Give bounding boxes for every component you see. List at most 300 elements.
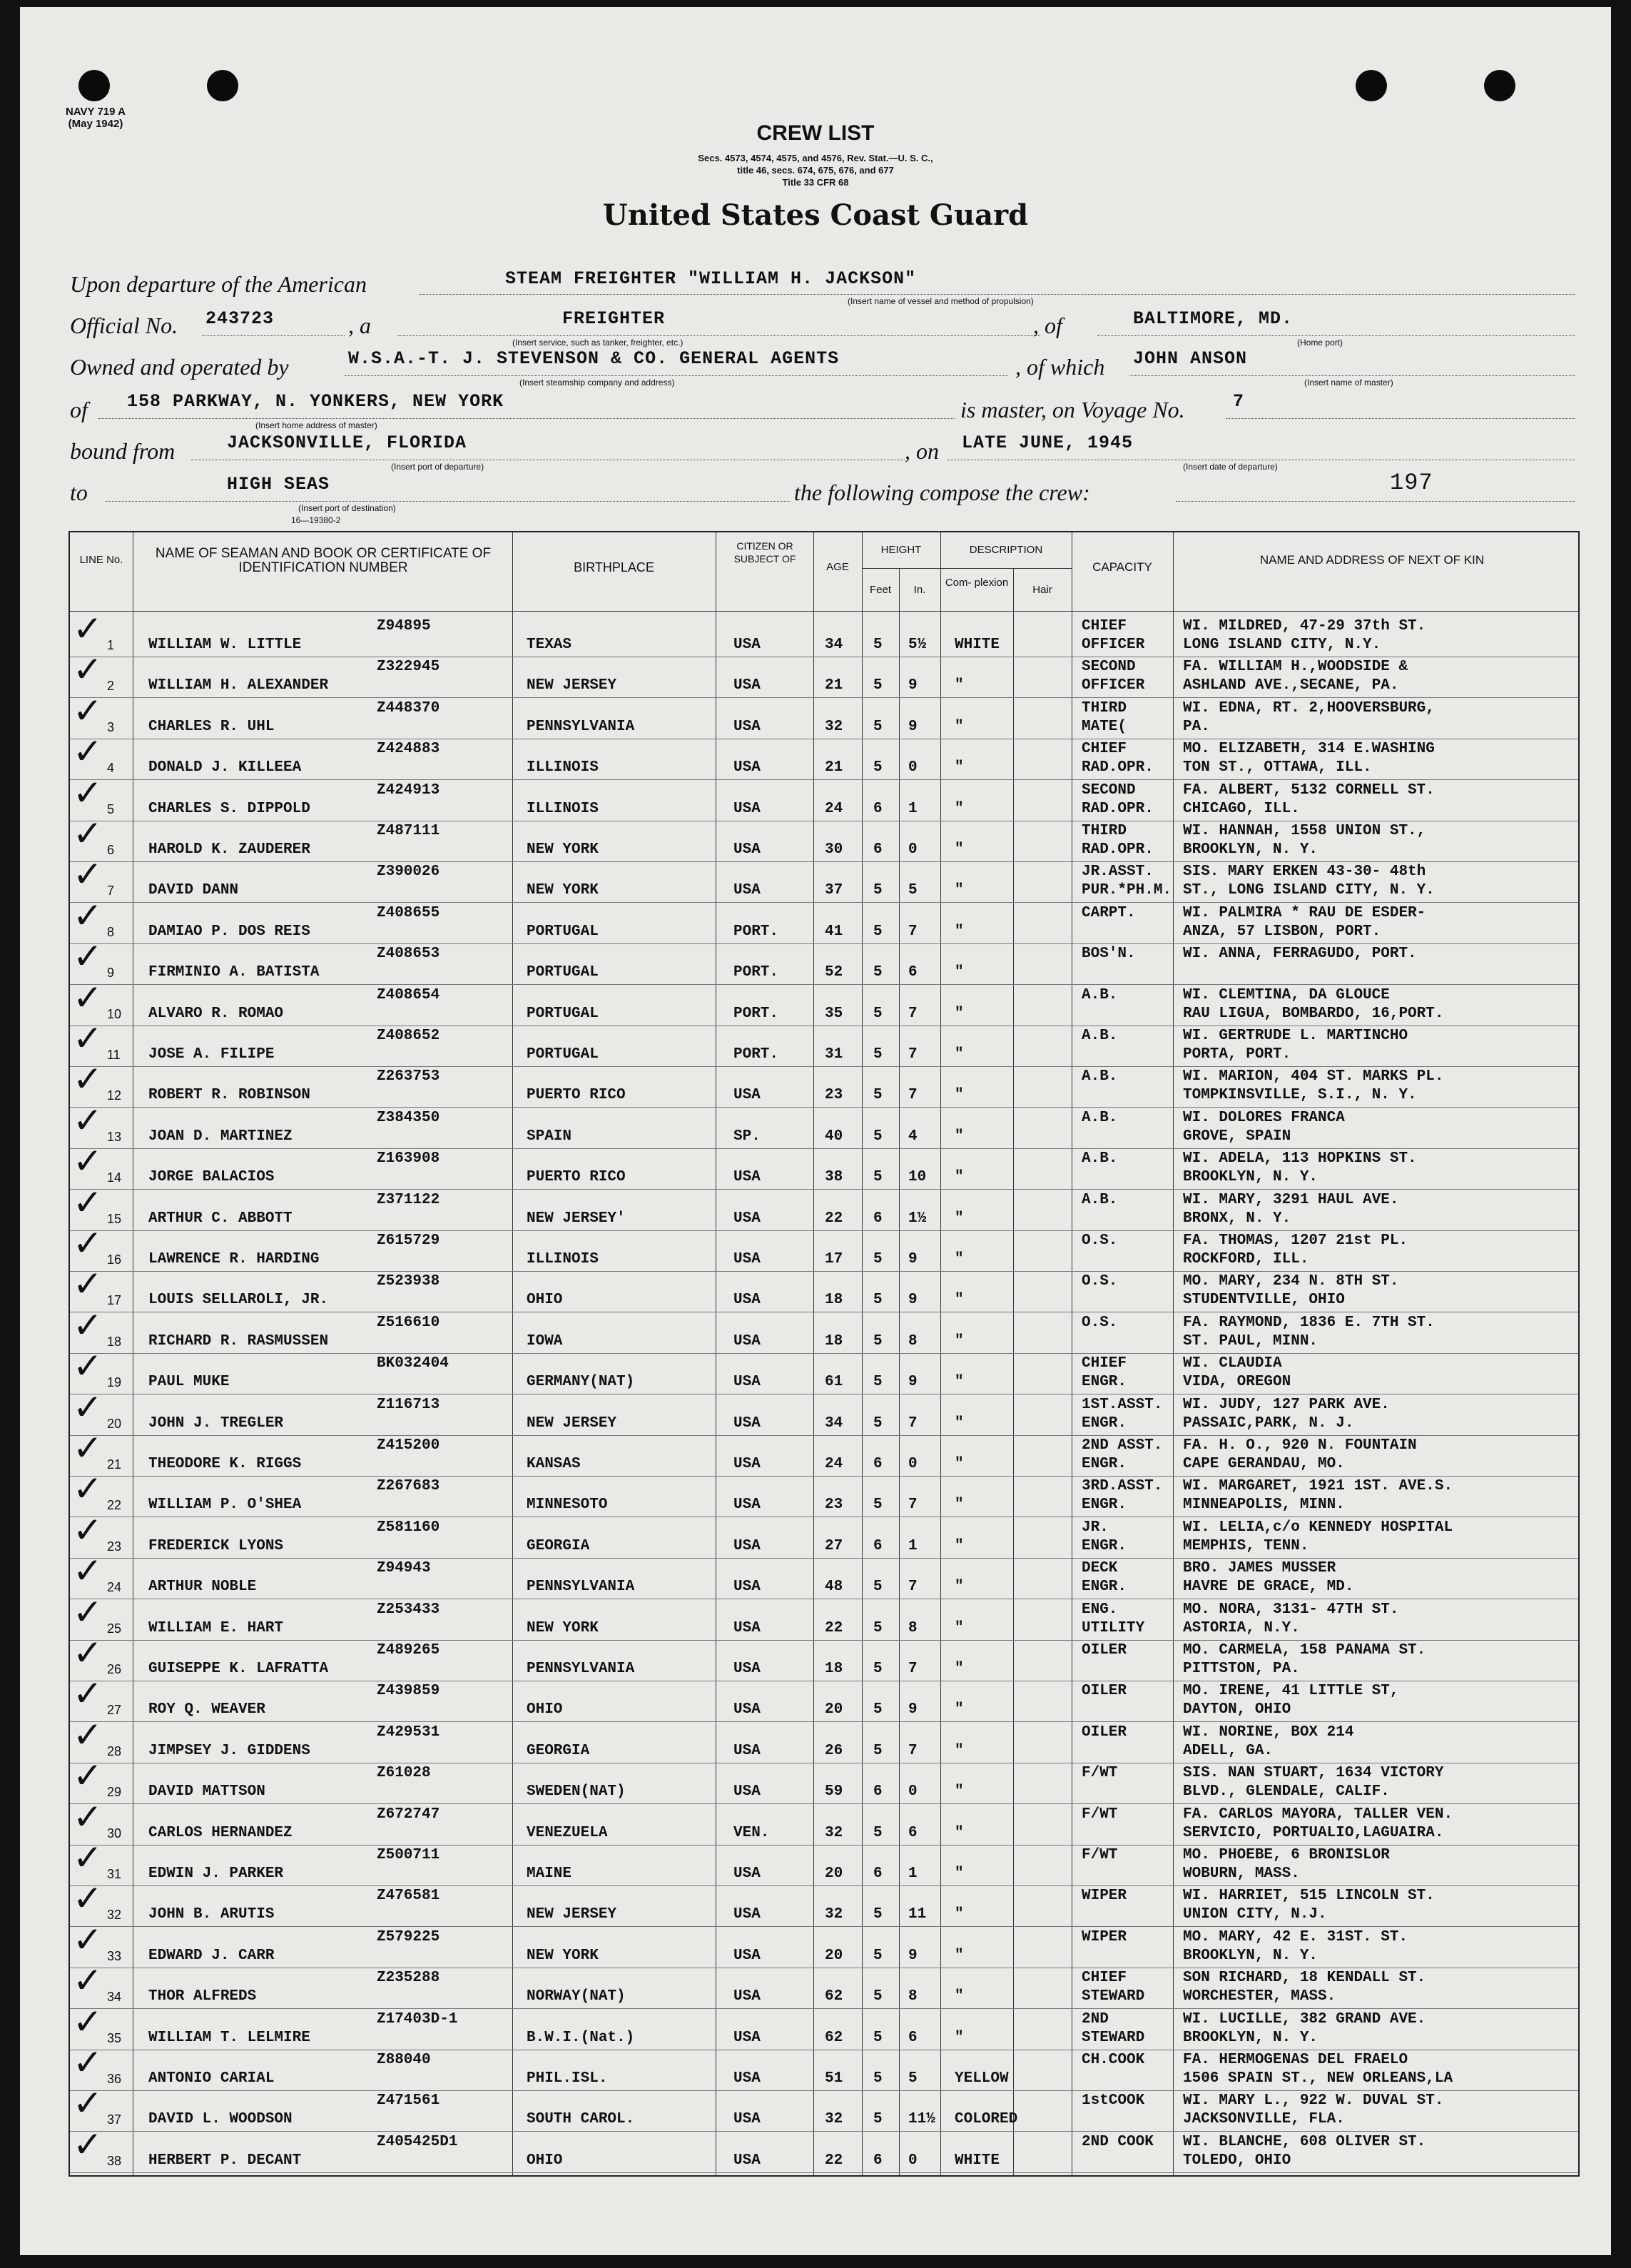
next-of-kin-address: RAU LIGUA, BOMBARDO, 16,PORT. [1183,1005,1444,1022]
next-of-kin: WI. DOLORES FRANCA [1183,1109,1345,1126]
seaman-name: JORGE BALACIOS [148,1169,275,1186]
age: 31 [825,1046,843,1063]
age: 24 [825,800,843,817]
crew-list-form [20,7,1611,2255]
certificate-number: Z267683 [377,1478,440,1495]
citizenship: USA [733,841,761,858]
birthplace: PENNSYLVANIA [527,718,635,735]
vessel-value: STEAM FREIGHTER "WILLIAM H. JACKSON" [505,268,917,289]
capacity: A.B. [1082,1028,1118,1044]
capacity: ENG. [1082,1601,1118,1618]
age: 35 [825,1005,843,1022]
line-number: 7 [107,884,115,898]
col-citizen-header: CITIZEN OR SUBJECT OF [733,540,796,565]
line-number: 21 [107,1457,122,1472]
next-of-kin: MO. NORA, 3131- 47TH ST. [1183,1601,1399,1618]
height-inches: 7 [908,1579,918,1596]
col-line-header: LINE No. [79,554,123,566]
line-number: 22 [107,1498,122,1513]
master-on-label: is master, on Voyage No. [960,397,1185,422]
citizenship: USA [733,1292,761,1309]
check-mark: ✓ [73,1960,103,2002]
voyage-no-value: 7 [1233,391,1245,412]
departure-port-hint: (Insert port of departure) [391,462,484,472]
age: 59 [825,1783,843,1801]
table-row [70,854,1578,902]
certificate-number: Z263753 [377,1068,440,1085]
capacity-line2: UTILITY [1082,1619,1145,1636]
age: 24 [825,1456,843,1472]
check-mark: ✓ [73,649,103,691]
table-row [70,1263,1578,1312]
next-of-kin: WI. PALMIRA * RAU DE ESDER- [1183,904,1426,921]
citizenship: VEN. [733,1824,770,1841]
capacity-line2: ENGR. [1082,1414,1127,1432]
next-of-kin: FA. HERMOGENAS DEL FRAELO [1183,2052,1408,2068]
line-number: 11 [107,1048,121,1062]
check-mark: ✓ [73,689,103,731]
seaman-name: HAROLD K. ZAUDERER [148,841,310,858]
a-label: , a [348,313,371,338]
next-of-kin-address: 1506 SPAIN ST., NEW ORLEANS,LA [1183,2070,1453,2087]
table-row [70,976,1578,1026]
home-port-value: BALTIMORE, MD. [1133,308,1294,329]
citizenship: USA [733,1456,761,1472]
capacity: A.B. [1082,1068,1118,1085]
birthplace: PUERTO RICO [527,1087,626,1104]
age: 41 [825,923,843,940]
height-inches: 1 [908,1865,918,1882]
height-feet: 6 [873,1865,883,1882]
height-feet: 5 [873,1742,883,1759]
age: 32 [825,1824,843,1841]
seaman-name: ANTONIO CARIAL [148,2070,275,2087]
citizenship: USA [733,677,761,694]
departure-label: Upon departure of the American [70,271,367,297]
seaman-name: DAVID MATTSON [148,1783,265,1801]
capacity: A.B. [1082,1191,1118,1208]
height-feet: 5 [873,1251,883,1267]
height-feet: 6 [873,1456,883,1472]
height-inches: 6 [908,964,918,981]
next-of-kin-address: GROVE, SPAIN [1183,1128,1291,1145]
capacity: DECK [1082,1560,1118,1577]
birthplace: GEORGIA [527,1537,590,1554]
line-number: 30 [107,1826,122,1841]
capacity: A.B. [1082,986,1118,1003]
agency-name: United States Coast Guard [602,198,1029,232]
citizenship: USA [733,2152,761,2169]
capacity: F/WT [1082,1806,1118,1823]
official-no-label: Official No. [70,313,178,338]
height-feet: 5 [873,1128,883,1145]
height-feet: 6 [873,841,883,858]
complexion: " [955,1210,964,1227]
line-number: 12 [107,1088,122,1103]
next-of-kin: MO. MARY, 234 N. 8TH ST. [1183,1273,1399,1290]
certificate-number: Z17403D-1 [377,2010,458,2027]
col-birthplace-header: BIRTHPLACE [574,560,654,574]
vessel-hint: (Insert name of vessel and method of propulsion) [848,296,1034,306]
check-mark: ✓ [73,608,103,649]
age: 27 [825,1537,843,1554]
table-row [70,1140,1578,1189]
capacity: CHIEF [1082,1355,1127,1372]
height-inches: 11½ [908,2111,935,2128]
birthplace: SPAIN [527,1128,572,1145]
height-inches: 9 [908,677,918,694]
seaman-name: ROBERT R. ROBINSON [148,1087,310,1104]
complexion: " [955,1087,964,1104]
complexion: " [955,1332,964,1350]
capacity-line2: ENGR. [1082,1579,1127,1596]
certificate-number: Z94943 [377,1560,431,1577]
citizenship: USA [733,1169,761,1186]
complexion: " [955,1988,964,2005]
check-mark: ✓ [73,1509,103,1551]
certificate-number: Z88040 [377,2052,431,2068]
height-inches: 6 [908,2029,918,2046]
age: 32 [825,1906,843,1923]
certificate-number: Z424883 [377,741,440,758]
departure-date-value: LATE JUNE, 1945 [962,432,1134,453]
line-number: 15 [107,1211,122,1226]
capacity: F/WT [1082,1765,1118,1782]
table-row [70,1468,1578,1517]
height-feet: 5 [873,2029,883,2046]
height-inches: 5½ [908,637,927,653]
check-mark: ✓ [73,1591,103,1633]
capacity: OILER [1082,1723,1127,1741]
next-of-kin-address: WORCHESTER, MASS. [1183,1988,1336,2005]
col-age-header: AGE [826,561,849,573]
height-inches: 8 [908,1619,918,1636]
age: 18 [825,1292,843,1309]
complexion: " [955,1292,964,1309]
next-of-kin-address: PITTSTON, PA. [1183,1661,1300,1677]
birthplace: NEW JERSEY [527,1906,617,1923]
next-of-kin-address: STUDENTVILLE, OHIO [1183,1292,1345,1309]
next-of-kin-address: WOBURN, MASS. [1183,1865,1300,1882]
seaman-name: THEODORE K. RIGGS [148,1456,302,1472]
col-capacity-header: CAPACITY [1092,560,1152,574]
citizenship: USA [733,800,761,817]
table-row [70,1018,1578,1066]
next-of-kin-address: TOLEDO, OHIO [1183,2152,1291,2169]
citizenship: USA [733,759,761,776]
citizenship: PORT. [733,1046,779,1063]
certificate-number: Z408653 [377,946,440,963]
citizenship: USA [733,2111,761,2128]
certificate-number: Z476581 [377,1888,440,1905]
complexion: " [955,964,964,981]
line-number: 17 [107,1293,122,1308]
line-number: 18 [107,1334,122,1349]
certificate-number: Z384350 [377,1109,440,1126]
capacity: A.B. [1082,1109,1118,1126]
line-number: 10 [107,1006,122,1021]
height-inches: 7 [908,1497,918,1514]
age: 52 [825,964,843,981]
complexion: " [955,1783,964,1801]
height-feet: 5 [873,1824,883,1841]
line-number: 20 [107,1416,122,1431]
check-mark: ✓ [73,1345,103,1387]
capacity: CH.COOK [1082,2052,1145,2068]
col-complexion-header: Com- plexion [945,577,1009,589]
form-title: CREW LIST [756,121,875,145]
complexion: " [955,1824,964,1841]
check-mark: ✓ [73,1918,103,1960]
capacity: WIPER [1082,1928,1127,1945]
owner-value: W.S.A.-T. J. STEVENSON & CO. GENERAL AGENTS [348,348,840,369]
table-row [70,731,1578,779]
next-of-kin: BRO. JAMES MUSSER [1183,1560,1336,1577]
print-code: 16—19380-2 [291,515,341,525]
birthplace: IOWA [527,1332,563,1350]
citizenship: USA [733,2070,761,2087]
seaman-name: FIRMINIO A. BATISTA [148,964,320,981]
certificate-number: Z253433 [377,1601,440,1618]
table-row [70,1837,1578,1885]
line-number: 34 [107,1990,122,2005]
seaman-name: EDWARD J. CARR [148,1947,275,1964]
next-of-kin: WI. MARGARET, 1921 1ST. AVE.S. [1183,1478,1453,1495]
statute-references [20,152,1611,188]
capacity: 2ND ASST. [1082,1437,1163,1454]
age: 26 [825,1742,843,1759]
capacity: OILER [1082,1683,1127,1700]
age: 22 [825,1210,843,1227]
height-inches: 1 [908,800,918,817]
birthplace: PENNSYLVANIA [527,1661,635,1677]
line-number: 38 [107,2153,122,2168]
birthplace: OHIO [527,2152,563,2169]
line-number: 1 [107,638,115,652]
citizenship: USA [733,1783,761,1801]
citizenship: USA [733,1742,761,1759]
table-row [70,1427,1578,1476]
capacity: O.S. [1082,1273,1118,1290]
capacity: WIPER [1082,1888,1127,1905]
height-feet: 5 [873,1701,883,1718]
height-feet: 5 [873,882,883,899]
check-mark: ✓ [73,1386,103,1428]
citizenship: USA [733,1497,761,1514]
next-of-kin: MO. MARY, 42 E. 31ST. ST. [1183,1928,1408,1945]
next-of-kin-address: UNION CITY, N.J. [1183,1906,1327,1923]
height-feet: 5 [873,964,883,981]
age: 18 [825,1661,843,1677]
height-inches: 7 [908,1661,918,1677]
age: 30 [825,841,843,858]
age: 20 [825,1701,843,1718]
line-number: 14 [107,1170,122,1185]
seaman-name: EDWIN J. PARKER [148,1865,284,1882]
table-row [70,649,1578,697]
capacity: F/WT [1082,1847,1118,1863]
complexion: " [955,841,964,858]
line-number: 5 [107,801,115,816]
seaman-name: JOSE A. FILIPE [148,1046,275,1063]
next-of-kin-address: ANZA, 57 LISBON, PORT. [1183,923,1381,940]
certificate-number: Z390026 [377,864,440,881]
col-kin-header: NAME AND ADDRESS OF NEXT OF KIN [1259,553,1485,567]
check-mark: ✓ [73,854,103,896]
seaman-name: ALVARO R. ROMAO [148,1005,284,1022]
line-number: 33 [107,1948,122,1963]
seaman-name: FREDERICK LYONS [148,1537,284,1554]
height-feet: 5 [873,1169,883,1186]
height-inches: 9 [908,1947,918,1964]
citizenship: USA [733,637,761,653]
next-of-kin: FA. THOMAS, 1207 21st PL. [1183,1232,1408,1249]
height-inches: 0 [908,759,918,776]
check-mark: ✓ [73,1673,103,1715]
age: 61 [825,1374,843,1391]
crew-count-value: 197 [1390,470,1433,496]
citizenship: USA [733,1579,761,1596]
official-no-value: 243723 [205,308,275,329]
height-inches: 0 [908,1783,918,1801]
line-number: 31 [107,1867,122,1881]
next-of-kin: WI. BLANCHE, 608 OLIVER ST. [1183,2133,1426,2150]
complexion: " [955,1742,964,1759]
birthplace: PUERTO RICO [527,1169,626,1186]
height-feet: 5 [873,1374,883,1391]
birthplace: SOUTH CAROL. [527,2111,635,2128]
next-of-kin: WI. MILDRED, 47-29 37th ST. [1183,618,1426,634]
certificate-number: Z408655 [377,904,440,921]
destination-value: HIGH SEAS [227,474,330,495]
height-feet: 5 [873,923,883,940]
complexion: " [955,1619,964,1636]
next-of-kin-address: ROCKFORD, ILL. [1183,1251,1309,1267]
capacity: CHIEF [1082,1970,1127,1987]
height-inches: 5 [908,2070,918,2087]
next-of-kin: WI. JUDY, 127 PARK AVE. [1183,1396,1390,1413]
certificate-number: Z405425D1 [377,2133,458,2150]
check-mark: ✓ [73,1755,103,1797]
next-of-kin-address: TON ST., OTTAWA, ILL. [1183,759,1372,776]
height-feet: 6 [873,800,883,817]
seaman-name: THOR ALFREDS [148,1988,257,2005]
height-feet: 5 [873,1087,883,1104]
table-row [70,2042,1578,2090]
certificate-number: Z424913 [377,781,440,799]
check-mark: ✓ [73,1878,103,1920]
height-feet: 5 [873,718,883,735]
certificate-number: Z371122 [377,1191,440,1208]
col-height-header: HEIGHT [880,544,922,556]
age: 37 [825,882,843,899]
birthplace: ILLINOIS [527,800,599,817]
seaman-name: WILLIAM H. ALEXANDER [148,677,329,694]
line-number: 13 [107,1129,122,1144]
birthplace: MAINE [527,1865,572,1882]
punch-hole [1484,70,1515,101]
complexion: " [955,718,964,735]
form-date-text: (May 1942) [68,118,123,130]
capacity-line2: MATE( [1082,718,1127,735]
capacity-line2: STEWARD [1082,2029,1145,2046]
next-of-kin-address: ST. PAUL, MINN. [1183,1332,1318,1350]
table-row [70,608,1578,657]
table-row [70,2000,1578,2050]
capacity-line2: ENGR. [1082,1456,1127,1472]
complexion: " [955,1046,964,1063]
next-of-kin: WI. HANNAH, 1558 UNION ST., [1183,823,1426,839]
height-inches: 1 [908,1537,918,1554]
birthplace: OHIO [527,1701,563,1718]
next-of-kin-address: ST., LONG ISLAND CITY, N. Y. [1183,882,1435,899]
next-of-kin: SIS. MARY ERKEN 43-30- 48th [1183,864,1426,881]
age: 22 [825,2152,843,2169]
check-mark: ✓ [73,1713,103,1756]
certificate-number: BK032404 [377,1355,449,1372]
certificate-number: Z429531 [377,1723,440,1741]
seaman-name: GUISEPPE K. LAFRATTA [148,1661,329,1677]
capacity: THIRD [1082,699,1127,717]
citizenship: USA [733,1988,761,2005]
age: 32 [825,718,843,735]
certificate-number: Z322945 [377,659,440,676]
check-mark: ✓ [73,1632,103,1674]
table-row [70,813,1578,861]
height-inches: 7 [908,1087,918,1104]
height-inches: 7 [908,1742,918,1759]
next-of-kin: FA. CARLOS MAYORA, TALLER VEN. [1183,1806,1453,1823]
complexion: " [955,1128,964,1145]
age: 21 [825,677,843,694]
height-feet: 6 [873,1537,883,1554]
check-mark: ✓ [73,894,103,936]
line-number: 25 [107,1621,122,1636]
capacity-line2: RAD.OPR. [1082,841,1154,858]
complexion: " [955,759,964,776]
birthplace: MINNESOTO [527,1497,608,1514]
age: 48 [825,1579,843,1596]
height-feet: 5 [873,1579,883,1596]
seaman-name: WILLIAM W. LITTLE [148,637,302,653]
next-of-kin: WI. NORINE, BOX 214 [1183,1723,1354,1741]
seaman-name: JOHN J. TREGLER [148,1414,284,1432]
table-row [70,689,1578,739]
next-of-kin-address: BROOKLYN, N. Y. [1183,841,1318,858]
line-number: 24 [107,1580,122,1595]
next-of-kin: WI. CLAUDIA [1183,1355,1282,1372]
height-feet: 6 [873,1210,883,1227]
citizenship: USA [733,1906,761,1923]
birthplace: PORTUGAL [527,964,599,981]
table-row [70,1755,1578,1803]
height-inches: 8 [908,1332,918,1350]
table-row [70,2082,1578,2131]
compose-label: the following compose the crew: [794,480,1090,505]
line-number: 27 [107,1703,122,1718]
height-inches: 6 [908,1824,918,1841]
height-inches: 7 [908,923,918,940]
next-of-kin: WI. MARION, 404 ST. MARKS PL. [1183,1068,1444,1085]
check-mark: ✓ [73,2000,103,2042]
next-of-kin: WI. HARRIET, 515 LINCOLN ST. [1183,1888,1435,1905]
service-hint: (Insert service, such as tanker, freighter, etc.) [512,338,684,348]
age: 17 [825,1251,843,1267]
capacity: 3RD.ASST. [1082,1478,1163,1495]
statute-line: Title 33 CFR 68 [782,177,849,188]
capacity: JR.ASST. [1082,864,1154,881]
next-of-kin-address: PASSAIC,PARK, N. J. [1183,1414,1354,1432]
